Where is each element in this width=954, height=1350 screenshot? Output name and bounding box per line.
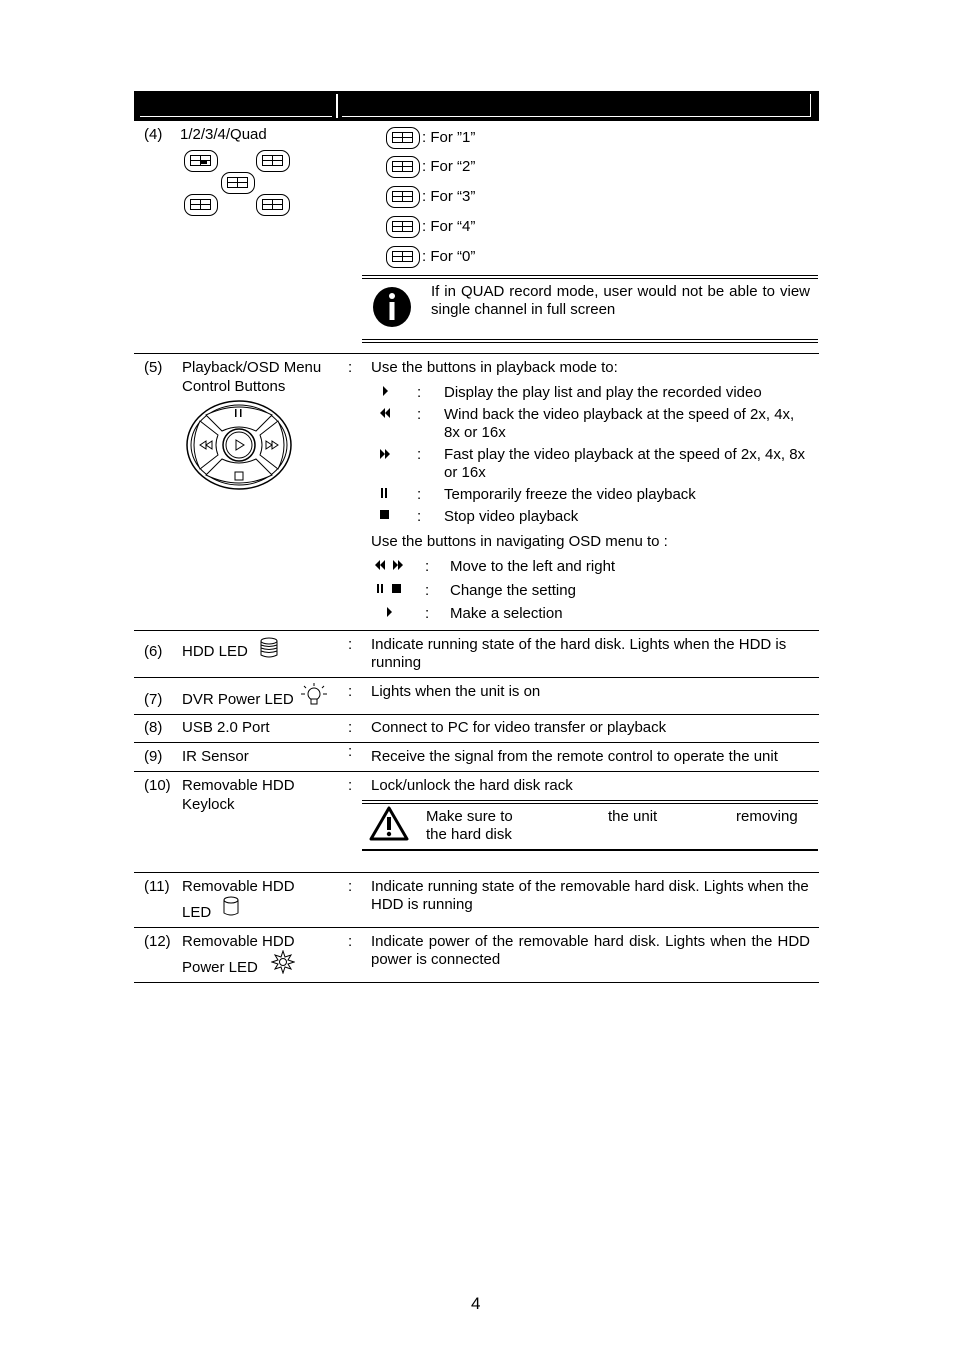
row-description: Connect to PC for video transfer or playback [371,719,667,736]
osd-item-text: Move to the left and right [450,558,616,575]
row-colon: : [348,933,353,950]
osd-intro: Use the buttons in navigating OSD menu to : [371,533,668,550]
play-icon [382,386,390,396]
row-number: (11) [144,878,170,895]
row-divider [134,872,819,873]
row-colon: : [348,683,353,700]
row-divider [134,630,819,631]
play-icon [386,607,394,617]
row-name-cont: Keylock [182,796,235,813]
warning-text: the hard disk [426,826,512,843]
stop-icon [380,510,390,520]
warning-rule-top2 [362,803,818,804]
key-item-text: : For “3” [422,188,476,205]
row-divider [134,771,819,772]
channel-key-icon [386,216,420,238]
row-divider [134,677,819,678]
pause-icon [380,488,390,498]
row-number: (4) [144,126,163,143]
playback-item-text: Stop video playback [444,508,579,525]
row-divider [134,927,819,928]
playback-control-pad-icon [184,399,294,491]
channel-1-key-icon [184,150,218,172]
key-item-text: : For “4” [422,218,476,235]
row-name: USB 2.0 Port [182,719,270,736]
channel-key-icon [386,186,420,208]
row-name-cont: Control Buttons [182,378,286,395]
info-note-text: If in QUAD record mode, user would not be able to view single channel in full screen [431,283,810,318]
hdd-led-icon [259,637,279,659]
row-colon: : [348,719,353,736]
row-description: Lights when the unit is on [371,683,541,700]
item-separator: : [417,486,422,503]
header-separator [336,94,338,118]
header-separator-right [810,94,811,117]
channel-key-icon [386,156,420,178]
warning-rule-bottom [362,849,818,851]
warning-text: removing [736,808,798,825]
header-underline-right [342,116,810,117]
key-item-text: : For “0” [422,248,476,265]
row-number: (9) [144,748,163,765]
row-name-cont: Power LED [182,959,258,976]
row-divider [134,714,819,715]
playback-item-text: Fast play the video playback at the speed of 2x, 4x, 8x or 16x [444,446,806,481]
row-number: (12) [144,933,171,950]
row-description: Indicate running state of the hard disk. Lights when the HDD is running [371,636,787,671]
quad-key-icon [221,172,255,194]
row-number: (6) [144,643,163,660]
row-colon: : [348,636,353,653]
warning-icon [369,806,409,842]
item-separator: : [425,582,430,599]
header-underline-left [140,116,332,117]
pause-stop-icon [377,584,403,594]
fast-forward-icon [379,449,391,459]
row-description: Receive the signal from the remote control to operate the unit [371,748,778,765]
sun-led-icon [271,950,295,974]
item-separator: : [417,384,422,401]
warning-text: Make sure to [426,808,513,825]
row-name: Removable HDD [182,933,295,950]
playback-intro: Use the buttons in playback mode to: [371,359,618,376]
row-colon: : [348,878,353,895]
row-colon: : [348,743,353,760]
row-name: IR Sensor [182,748,249,765]
note-rule-bottom [362,339,818,340]
info-icon [372,286,412,328]
note-rule-top2 [362,278,818,279]
warning-text: the unit [608,808,658,825]
row-description: Indicate running state of the removable hard disk. Lights when the HDD is running [371,878,809,913]
row-number: (10) [144,777,171,794]
usb-hdd-led-icon [222,896,240,918]
item-separator: : [425,558,430,575]
row-divider [134,353,819,354]
channel-key-icon [386,246,420,268]
row-name: Removable HDD [182,878,295,895]
power-led-icon [300,682,328,708]
row-name: Removable HDD [182,777,295,794]
channel-key-icon [386,127,420,149]
row-number: (7) [144,691,163,708]
page-number: 4 [471,1294,481,1313]
row-divider [134,742,819,743]
item-separator: : [417,508,422,525]
row-colon: : [348,359,353,376]
row-name: 1/2/3/4/Quad [180,126,267,143]
row-description: Indicate power of the removable hard disk. Lights when the HDD power is connected [371,933,810,968]
row-name: DVR Power LED [182,691,294,708]
row-number: (8) [144,719,163,736]
key-item-text: : For “2” [422,158,476,175]
osd-item-text: Change the setting [450,582,576,599]
channel-3-key-icon [184,194,218,216]
playback-item-text: Wind back the video playback at the speed of 2x, 4x, 8x or 16x [444,406,795,441]
playback-item-text: Display the play list and play the recorded video [444,384,762,401]
table-header-bar [134,91,819,121]
row-name: HDD LED [182,643,248,660]
row-name: Playback/OSD Menu [182,359,322,376]
item-separator: : [425,605,430,622]
row-colon: : [348,777,353,794]
warning-rule-top [362,800,818,801]
channel-2-key-icon [256,150,290,172]
playback-item-text: Temporarily freeze the video playback [444,486,696,503]
channel-4-key-icon [256,194,290,216]
key-item-text: : For ”1” [422,129,476,146]
table-bottom-rule [134,982,819,983]
left-right-icon [374,560,406,570]
item-separator: : [417,446,422,463]
row-name-cont: LED [182,904,212,921]
osd-item-text: Make a selection [450,605,563,622]
note-rule-bottom2 [362,342,818,343]
note-rule-top [362,275,818,276]
item-separator: : [417,406,422,423]
rewind-icon [379,408,391,418]
row-description: Lock/unlock the hard disk rack [371,777,573,794]
row-number: (5) [144,359,163,376]
